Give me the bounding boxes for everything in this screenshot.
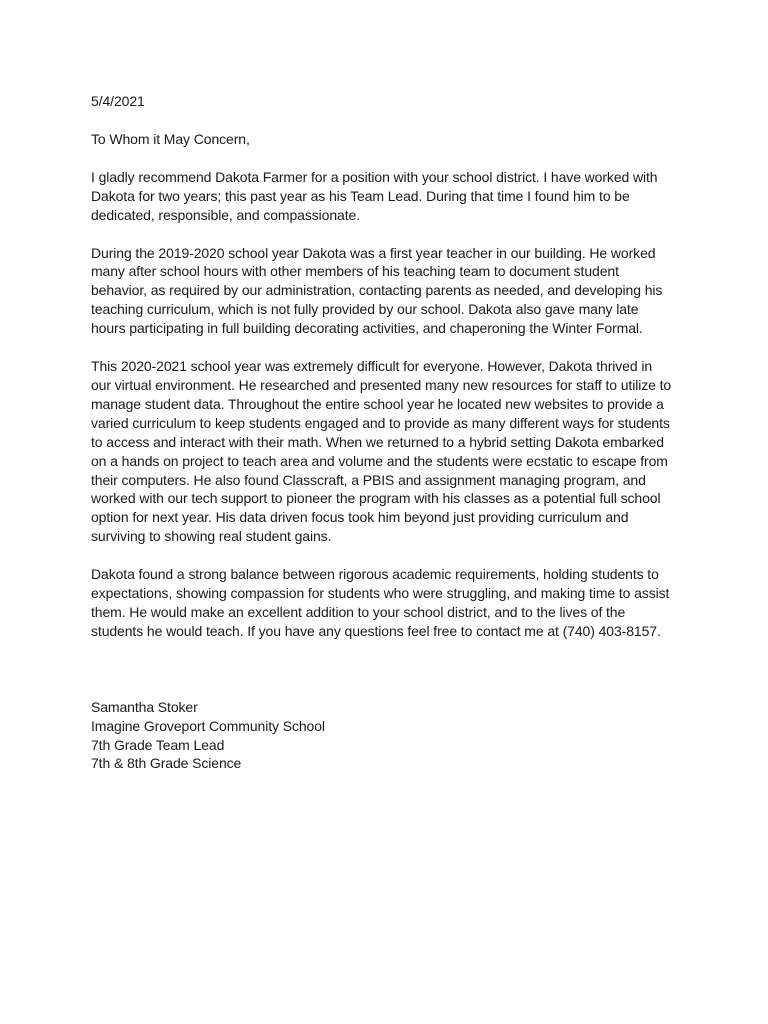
paragraph-line: our virtual environment. He researched and presented many new resources for staff to utilize to bbox=[91, 376, 672, 393]
paragraph-line: expectations, showing compassion for students who were struggling, and making time to assist bbox=[91, 585, 670, 602]
signature-spacer bbox=[91, 660, 691, 698]
paragraph-line: students he would teach. If you have any questions feel free to contact me at (740) 403-8157. bbox=[91, 622, 661, 639]
signer-school: Imagine Groveport Community School bbox=[91, 717, 325, 734]
recommendation-letter bbox=[91, 92, 691, 773]
paragraph-line: teaching curriculum, which is not fully provided by our school. Dakota also gave many late bbox=[91, 301, 639, 318]
paragraph-line: Dakota for two years; this past year as his Team Lead. During that time I found him to be bbox=[91, 187, 630, 204]
letter-salutation: To Whom it May Concern, bbox=[91, 130, 250, 147]
paragraph-line: option for next year. His data driven focus took him beyond just providing curriculum and bbox=[91, 509, 629, 526]
signer-subject: 7th & 8th Grade Science bbox=[91, 755, 242, 772]
paragraph-line: on a hands on project to teach area and volume and the students were ecstatic to escape from bbox=[91, 452, 668, 469]
paragraph-line: worked with our tech support to pioneer the program with his classes as a potential full school bbox=[91, 490, 661, 507]
paragraph-line: varied curriculum to keep students engaged and to provide as many different ways for students bbox=[91, 414, 670, 431]
signer-role: 7th Grade Team Lead bbox=[91, 736, 225, 753]
paragraph-line: manage student data. Throughout the entire school year he located new websites to provide a bbox=[91, 395, 664, 412]
letter-paragraph-1 bbox=[91, 168, 691, 225]
paragraph-line: This 2020-2021 school year was extremely difficult for everyone. However, Dakota thrived in bbox=[91, 358, 653, 375]
letter-paragraph-3 bbox=[91, 357, 691, 546]
paragraph-line: During the 2019-2020 school year Dakota was a first year teacher in our building. He worked bbox=[91, 244, 656, 261]
signer-name: Samantha Stoker bbox=[91, 698, 198, 715]
letter-paragraph-4 bbox=[91, 565, 691, 641]
paragraph-line: them. He would make an excellent addition to your school district, and to the lives of the bbox=[91, 603, 626, 620]
paragraph-line: I gladly recommend Dakota Farmer for a position with your school district. I have worked with bbox=[91, 168, 658, 185]
paragraph-line: Dakota found a strong balance between rigorous academic requirements, holding students to bbox=[91, 566, 659, 583]
paragraph-line: their computers. He also found Classcraft, a PBIS and assignment managing program, and bbox=[91, 471, 646, 488]
paragraph-line: behavior, as required by our administration, contacting parents as needed, and developing his bbox=[91, 282, 663, 299]
letter-paragraph-2 bbox=[91, 244, 691, 339]
signature-block bbox=[91, 698, 691, 774]
paragraph-line: surviving to showing real student gains. bbox=[91, 528, 332, 545]
paragraph-line: to access and interact with their math. When we returned to a hybrid setting Dakota embarked bbox=[91, 433, 664, 450]
paragraph-line: hours participating in full building decorating activities, and chaperoning the Winter Formal. bbox=[91, 320, 643, 337]
letter-date: 5/4/2021 bbox=[91, 93, 145, 109]
paragraph-line: many after school hours with other members of his teaching team to document student bbox=[91, 263, 619, 280]
paragraph-line: dedicated, responsible, and compassionate. bbox=[91, 206, 360, 223]
